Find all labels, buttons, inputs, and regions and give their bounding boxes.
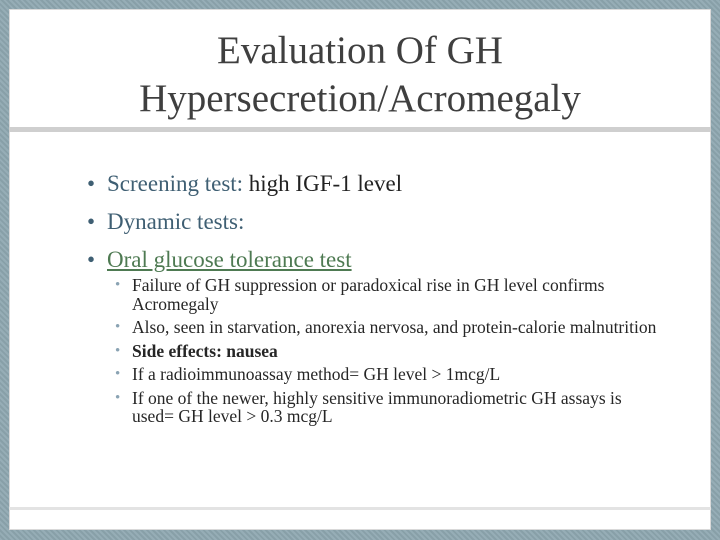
sub-bullet (115, 342, 667, 361)
bullet-label: Screening test: (107, 171, 244, 196)
sub-bullet-text: If one of the newer, highly sensitive immunoradiometric GH assays is used= GH level > 0.3 mcg/L (132, 387, 622, 426)
slide-title (9, 27, 711, 123)
bullet-icon: • (87, 171, 96, 196)
sub-bullet-icon: • (115, 319, 121, 335)
sub-bullet (115, 318, 667, 337)
bullet-icon: • (87, 247, 96, 272)
slide-title-line-2: Hypersecretion/Acromegaly (139, 77, 581, 120)
slide-title-line-1: Evaluation Of GH (217, 29, 503, 72)
sub-bullet (115, 365, 667, 384)
bullet-text: high IGF-1 level (243, 171, 403, 196)
sub-bullet-text: Side effects: nausea (132, 340, 278, 361)
bullet-oral-glucose-tolerance-test (87, 245, 667, 274)
sub-bullet (115, 389, 667, 426)
sub-bullet-icon: • (115, 342, 121, 359)
sub-bullet-icon: • (115, 389, 121, 406)
bullet-dynamic-tests (87, 207, 667, 236)
bottom-divider (9, 507, 711, 510)
sub-bullet-text: If a radioimmunoassay method= GH level > 1mcg/L (132, 364, 501, 384)
oral-glucose-tolerance-test-link[interactable]: Oral glucose tolerance test (107, 247, 352, 272)
sub-bullet-text: Also, seen in starvation, anorexia nervosa, and protein-calorie malnutrition (132, 317, 657, 337)
sub-bullet-icon: • (115, 277, 121, 293)
bullet-label: Dynamic tests: (107, 209, 245, 234)
sub-bullet-text: Failure of GH suppression or paradoxical rise in GH level confirms Acromegaly (132, 275, 605, 314)
bullet-icon: • (87, 209, 96, 234)
slide-body (87, 169, 667, 431)
sub-bullet-icon: • (115, 366, 121, 382)
sub-bullet (115, 276, 667, 313)
sub-bullet-list (115, 276, 667, 426)
bullet-screening-test (87, 169, 667, 198)
title-divider (9, 127, 711, 132)
slide (9, 9, 711, 530)
